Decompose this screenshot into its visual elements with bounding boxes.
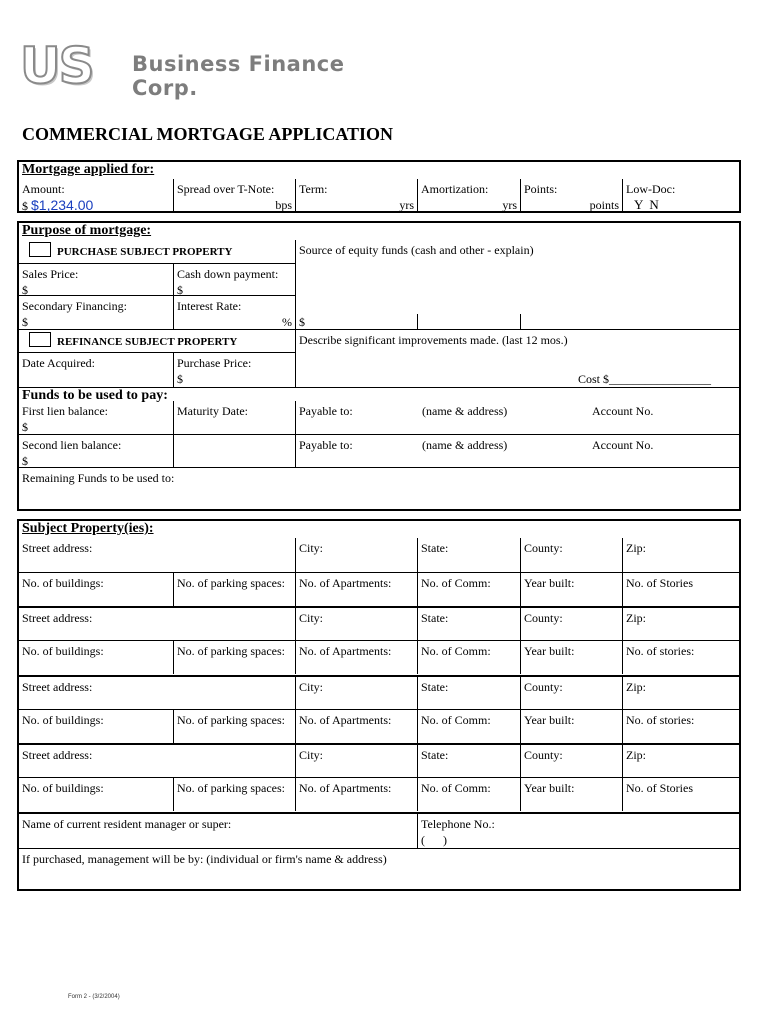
lowdoc-label: Low-Doc:	[626, 182, 676, 196]
equity-funds-label: Source of equity funds (cash and other - explain)	[299, 243, 534, 257]
property-1-year-label: Year built:	[524, 576, 575, 590]
property-4-buildings-label: No. of buildings:	[22, 781, 104, 795]
property-3-state-cell[interactable]	[417, 677, 520, 709]
second-lien-name-address: (name & address)	[422, 438, 508, 452]
property-2-year-label: Year built:	[524, 644, 575, 658]
second-lien-account: Account No.	[592, 438, 654, 452]
subject-property-section	[17, 519, 741, 891]
property-3-stories-cell[interactable]	[622, 710, 739, 743]
property-3-details-row	[19, 709, 739, 743]
purpose-section	[17, 221, 741, 511]
spread-cell[interactable]	[173, 179, 295, 213]
property-3-parking-cell[interactable]	[173, 710, 295, 743]
second-lien-dollar: $	[22, 454, 28, 468]
property-4-state-label: State:	[421, 748, 449, 762]
property-3-buildings-cell[interactable]	[19, 710, 173, 743]
second-lien-maturity-cell[interactable]	[173, 435, 295, 467]
property-4-city-cell[interactable]	[295, 745, 417, 777]
points-cell[interactable]	[520, 179, 622, 213]
second-lien-payable-cell[interactable]	[295, 435, 739, 467]
remaining-funds-label: Remaining Funds to be used to:	[22, 471, 175, 485]
first-lien-payable-cell[interactable]	[295, 401, 739, 434]
property-3-buildings-label: No. of buildings:	[22, 713, 104, 727]
property-1-year-cell[interactable]	[520, 573, 622, 606]
company-logo	[20, 37, 400, 100]
property-2-state-label: State:	[421, 611, 449, 625]
improvements-label: Describe significant improvements made. (last 12 mos.)	[299, 333, 568, 347]
bps-unit: bps	[275, 198, 292, 212]
logo-us-mark: US	[20, 37, 93, 95]
property-1-street-label: Street address:	[22, 541, 93, 555]
lowdoc-cell[interactable]	[622, 179, 739, 213]
property-4-parking-label: No. of parking spaces:	[177, 781, 285, 795]
property-3-state-label: State:	[421, 680, 449, 694]
property-3-street-label: Street address:	[22, 680, 93, 694]
property-3-year-cell[interactable]	[520, 710, 622, 743]
property-4-county-cell[interactable]	[520, 745, 622, 777]
page-title: COMMERCIAL MORTGAGE APPLICATION	[22, 124, 394, 144]
property-2-comm-cell[interactable]	[417, 641, 520, 674]
form-id-footer: Form 2 - (3/2/2004)	[68, 994, 120, 1000]
property-4-address-row	[19, 743, 739, 777]
interest-rate-cell[interactable]	[173, 296, 295, 329]
property-1-county-label: County:	[524, 541, 563, 555]
property-2-apartments-label: No. of Apartments:	[299, 644, 392, 658]
property-3-zip-label: Zip:	[626, 680, 646, 694]
lowdoc-yn[interactable]: Y N	[634, 197, 659, 212]
second-lien-row	[19, 434, 739, 467]
amortization-cell[interactable]	[417, 179, 520, 213]
first-lien-name-address: (name & address)	[422, 404, 508, 418]
property-1-city-cell[interactable]	[295, 538, 417, 572]
property-4-stories-label: No. of Stories	[626, 781, 693, 795]
property-2-street-label: Street address:	[22, 611, 93, 625]
property-2-buildings-cell[interactable]	[19, 641, 173, 674]
property-1-apartments-label: No. of Apartments:	[299, 576, 392, 590]
refinance-checkbox-cell[interactable]	[19, 330, 295, 352]
date-acquired-cell[interactable]	[19, 353, 173, 387]
property-2-address-row	[19, 606, 739, 640]
secondary-financing-label: Secondary Financing:	[22, 299, 127, 313]
property-4-comm-cell[interactable]	[417, 778, 520, 811]
second-lien-cell[interactable]	[19, 435, 173, 467]
interest-percent: %	[282, 315, 292, 329]
sales-price-cell[interactable]	[19, 264, 173, 297]
management-cell[interactable]	[19, 849, 739, 889]
manager-cell[interactable]	[19, 814, 417, 848]
purchase-price-dollar: $	[177, 372, 183, 386]
property-1-zip-cell[interactable]	[622, 538, 739, 572]
property-1-street-cell[interactable]	[19, 538, 295, 572]
first-lien-label: First lien balance:	[22, 404, 108, 418]
property-2-zip-cell[interactable]	[622, 608, 739, 640]
refinance-checkbox[interactable]	[29, 332, 51, 347]
remaining-funds-cell[interactable]	[19, 468, 739, 509]
spread-label: Spread over T-Note:	[177, 182, 275, 196]
property-4-city-label: City:	[299, 748, 324, 762]
management-row	[19, 848, 739, 889]
property-2-county-label: County:	[524, 611, 563, 625]
mortgage-heading: Mortgage applied for:	[22, 162, 155, 177]
property-2-buildings-label: No. of buildings:	[22, 644, 104, 658]
sales-price-dollar: $	[22, 283, 28, 297]
property-4-buildings-cell[interactable]	[19, 778, 173, 811]
subject-heading: Subject Property(ies):	[22, 521, 154, 536]
second-lien-label: Second lien balance:	[22, 438, 122, 452]
interest-rate-label: Interest Rate:	[177, 299, 242, 313]
remaining-funds-row	[19, 467, 739, 509]
amount-label: Amount:	[22, 182, 65, 196]
purchase-checkbox[interactable]	[29, 242, 51, 257]
property-1-buildings-label: No. of buildings:	[22, 576, 104, 590]
payment-dollar: $	[299, 315, 305, 329]
property-1-address-row	[19, 538, 739, 572]
first-lien-cell[interactable]	[19, 401, 173, 434]
property-4-year-label: Year built:	[524, 781, 575, 795]
property-4-apartments-label: No. of Apartments:	[299, 781, 392, 795]
amortization-label: Amortization:	[421, 182, 489, 196]
refinance-label: REFINANCE SUBJECT PROPERTY	[57, 336, 238, 348]
cost-field: Cost $_________________	[577, 372, 711, 386]
first-lien-dollar: $	[22, 420, 28, 434]
purpose-heading: Purpose of mortgage:	[22, 223, 152, 238]
property-1-county-cell[interactable]	[520, 538, 622, 572]
property-1-stories-label: No. of Stories	[626, 576, 693, 590]
property-2-city-cell[interactable]	[295, 608, 417, 640]
property-4-zip-cell[interactable]	[622, 745, 739, 777]
property-3-street-cell[interactable]	[19, 677, 295, 709]
property-4-details-row	[19, 777, 739, 811]
funds-heading: Funds to be used to pay:	[22, 388, 168, 403]
property-3-city-cell[interactable]	[295, 677, 417, 709]
purchase-price-label: Purchase Price:	[177, 356, 252, 370]
cash-down-label: Cash down payment:	[177, 267, 279, 281]
property-3-comm-cell[interactable]	[417, 710, 520, 743]
property-1-zip-label: Zip:	[626, 541, 646, 555]
property-1-comm-label: No. of Comm:	[421, 576, 491, 590]
property-1-buildings-cell[interactable]	[19, 573, 173, 606]
property-3-comm-label: No. of Comm:	[421, 713, 491, 727]
second-lien-payable-label: Payable to:	[299, 438, 353, 452]
cash-down-dollar: $	[177, 283, 183, 297]
property-4-stories-cell[interactable]	[622, 778, 739, 811]
mortgage-row	[19, 179, 739, 213]
first-lien-maturity-label: Maturity Date:	[177, 404, 248, 418]
property-3-zip-cell[interactable]	[622, 677, 739, 709]
property-1-state-cell[interactable]	[417, 538, 520, 572]
property-1-parking-label: No. of parking spaces:	[177, 576, 285, 590]
points-label: Points:	[524, 182, 558, 196]
manager-row	[19, 812, 739, 848]
property-2-county-cell[interactable]	[520, 608, 622, 640]
property-4-apartments-cell[interactable]	[295, 778, 417, 811]
management-label: If purchased, management will be by: (individual or firm's name & address)	[22, 852, 387, 866]
property-2-parking-label: No. of parking spaces:	[177, 644, 285, 658]
property-3-county-cell[interactable]	[520, 677, 622, 709]
property-4-comm-label: No. of Comm:	[421, 781, 491, 795]
property-2-stories-label: No. of stories:	[626, 644, 695, 658]
property-1-comm-cell[interactable]	[417, 573, 520, 606]
property-2-parking-cell[interactable]	[173, 641, 295, 674]
property-3-address-row	[19, 675, 739, 709]
property-3-county-label: County:	[524, 680, 563, 694]
property-3-parking-label: No. of parking spaces:	[177, 713, 285, 727]
first-lien-payable-label: Payable to:	[299, 404, 353, 418]
amount-value[interactable]: $1,234.00	[31, 197, 94, 213]
purchase-price-cell[interactable]	[173, 353, 295, 387]
telephone-parens: ( )	[421, 833, 447, 847]
property-1-city-label: City:	[299, 541, 324, 555]
property-4-county-label: County:	[524, 748, 563, 762]
property-2-state-cell[interactable]	[417, 608, 520, 640]
property-3-city-label: City:	[299, 680, 324, 694]
purchase-checkbox-cell[interactable]	[19, 240, 295, 263]
property-3-year-label: Year built:	[524, 713, 575, 727]
property-4-street-cell[interactable]	[19, 745, 295, 777]
property-1-apartments-cell[interactable]	[295, 573, 417, 606]
term-label: Term:	[299, 182, 328, 196]
secondary-financing-dollar: $	[22, 315, 28, 329]
telephone-cell[interactable]	[417, 814, 739, 848]
amortization-yrs-unit: yrs	[502, 198, 517, 212]
improvements-cell[interactable]	[295, 330, 739, 387]
term-cell[interactable]	[295, 179, 417, 213]
mortgage-section	[17, 160, 741, 213]
property-2-apartments-cell[interactable]	[295, 641, 417, 674]
sales-price-label: Sales Price:	[22, 267, 79, 281]
purchase-row	[19, 240, 739, 263]
term-yrs-unit: yrs	[399, 198, 414, 212]
amount-dollar-sign: $	[22, 199, 28, 213]
property-3-stories-label: No. of stories:	[626, 713, 695, 727]
property-2-street-cell[interactable]	[19, 608, 295, 640]
secondary-financing-cell[interactable]	[19, 296, 173, 329]
property-2-zip-label: Zip:	[626, 611, 646, 625]
property-2-details-row	[19, 640, 739, 674]
date-acquired-label: Date Acquired:	[22, 356, 95, 370]
first-lien-maturity-cell[interactable]	[173, 401, 295, 434]
equity-funds-cell[interactable]	[295, 240, 739, 314]
property-1-state-label: State:	[421, 541, 449, 555]
property-4-street-label: Street address:	[22, 748, 93, 762]
telephone-label: Telephone No.:	[421, 817, 495, 831]
property-1-parking-cell[interactable]	[173, 573, 295, 606]
first-lien-row	[19, 401, 739, 434]
property-4-parking-cell[interactable]	[173, 778, 295, 811]
first-lien-account: Account No.	[592, 404, 654, 418]
purchase-label: PURCHASE SUBJECT PROPERTY	[57, 246, 233, 258]
logo-company-name: Business Finance Corp.	[132, 52, 345, 100]
property-4-year-cell[interactable]	[520, 778, 622, 811]
property-3-apartments-label: No. of Apartments:	[299, 713, 392, 727]
property-2-comm-label: No. of Comm:	[421, 644, 491, 658]
points-unit: points	[589, 198, 619, 212]
property-2-city-label: City:	[299, 611, 324, 625]
property-4-state-cell[interactable]	[417, 745, 520, 777]
property-2-year-cell[interactable]	[520, 641, 622, 674]
property-1-stories-cell[interactable]	[622, 573, 739, 606]
property-2-stories-cell[interactable]	[622, 641, 739, 674]
amount-cell[interactable]	[19, 179, 173, 213]
property-3-apartments-cell[interactable]	[295, 710, 417, 743]
property-1-details-row	[19, 572, 739, 606]
cash-down-cell[interactable]	[173, 264, 295, 297]
manager-label: Name of current resident manager or super:	[22, 817, 232, 831]
property-4-zip-label: Zip:	[626, 748, 646, 762]
